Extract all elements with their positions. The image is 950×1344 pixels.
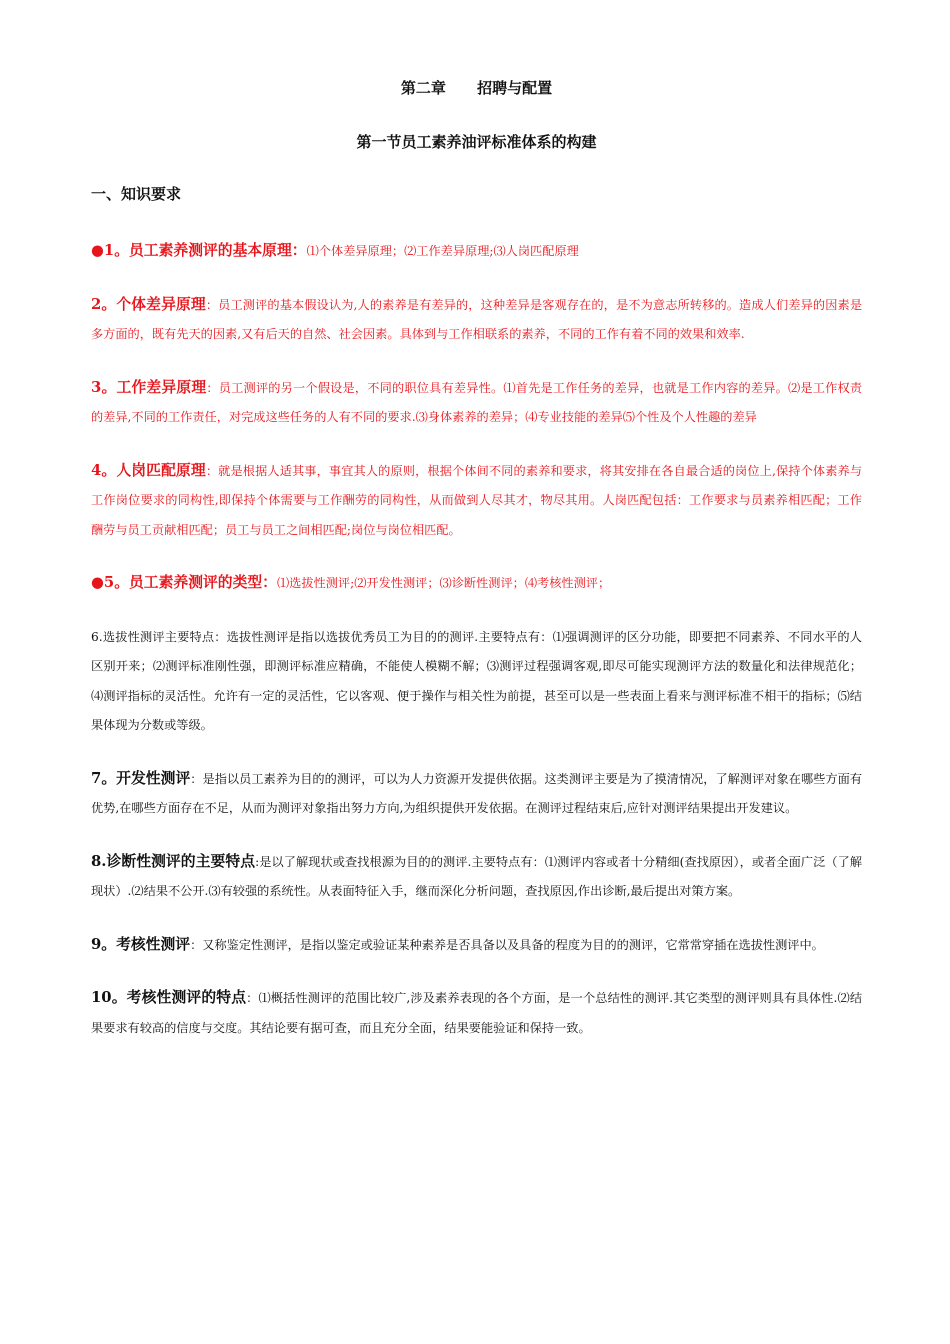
paragraph-10 (91, 983, 862, 1043)
paragraph-4 (91, 456, 862, 546)
paragraph-7 (91, 764, 862, 824)
paragraph-text: ：员工测评的另一个假设是，不同的职位具有差异性。⑴首先是工作任务的差异，也就是工作内容的差异。⑵是工作权责的差异,不同的工作责任，对完成这些任务的人有不同的要求.⑶身体素养的差异；⑷专业技能的差异⑸个性及个人性趣的差异 (91, 380, 863, 424)
paragraph-text: ：是指以员工素养为目的的测评，可以为人力资源开发提供依据。这类测评主要是为了摸清情况，了解测评对象在哪些方面有优势,在哪些方面存在不足，从而为测评对象指出努力方向,为组织提供开发依据。在测评过程结束后,应针对测评结果提出开发建议。 (91, 771, 863, 815)
paragraph-term: 2。个体差异原理 (91, 295, 206, 313)
section-title: 第一节员工素养油评标准体系的构建 (356, 133, 597, 151)
paragraph-2 (91, 290, 862, 350)
paragraph-text: :是以了解现状或查找根源为目的的测评.主要特点有：⑴测评内容或者十分精细(查找原因），或者全面广泛（了解现状）.⑵结果不公开.⑶有较强的系统性。从表面特征入手，继而深化分析问题，查找原因,作出诊断,最后提出对策方案。 (91, 854, 863, 898)
paragraph-5 (91, 568, 862, 599)
paragraph-1 (91, 236, 862, 267)
knowledge-heading: 一、知识要求 (91, 185, 182, 203)
paragraph-text: ：就是根据人适其事，事宜其人的原则，根据个体间不同的素养和要求，将其安排在各自最合适的岗位上,保持个体素养与工作岗位要求的同构性,即保持个体需要与工作酬劳的同构性，从而做到人尽其才，物尽其用。人岗匹配包括：工作要求与员素养相匹配；工作酬劳与员工贡献相匹配；员工与员工之间相匹配;岗位与岗位相匹配。 (91, 463, 863, 537)
paragraph-9 (91, 930, 862, 961)
chapter-title: 第二章 招聘与配置 (400, 79, 553, 97)
paragraph-text: ⑴选拔性测评;⑵开发性测评；⑶诊断性测评；⑷考核性测评； (276, 576, 611, 590)
paragraph-term: 8.诊断性测评的主要特点 (91, 852, 256, 870)
paragraph-text: 6.选拔性测评主要特点：选拔性测评是指以选拔优秀员工为目的的测评.主要特点有：⑴强调测评的区分功能，即要把不同素养、不同水平的人区别开来；⑵测评标准刚性强，即测评标准应精确，不能使人模糊不解；⑶测评过程强调客观,即尽可能实现测评方法的数量化和法律规范化；⑷测评指标的灵活性。允许有一定的灵活性，它以客观、便于操作与相关性为前提，甚至可以是一些表面上看来与测评标准不相干的指标；⑸结果体现为分数或等级。 (91, 629, 862, 732)
paragraph-6 (91, 622, 862, 741)
paragraph-term: ●1。员工素养测评的基本原理： (91, 242, 307, 259)
paragraph-text: ：⑴概括性测评的范围比较广,涉及素养表现的各个方面，是一个总结性的测评.其它类型的测评则具有具体性.⑵结果要求有较高的信度与交度。其结论要有据可查，而且充分全面，结果要能验证和保持一致。 (91, 991, 863, 1035)
paragraph-term: 7。开发性测评 (91, 769, 191, 787)
paragraph-term: 10。考核性测评的特点 (91, 989, 247, 1006)
paragraph-term: 3。工作差异原理 (91, 378, 207, 396)
paragraph-8 (91, 847, 862, 907)
paragraph-term: 4。人岗匹配原理 (91, 461, 206, 479)
paragraph-term: ●5。员工素养测评的类型： (91, 574, 277, 591)
paragraph-text: ：员工测评的基本假设认为,人的素养是有差异的，这种差异是客观存在的，是不为意志所转移的。造成人们差异的因素是多方面的，既有先天的因素,又有后天的自然、社会因素。具体到与工作相联系的素养，不同的工作有着不同的效果和效率. (91, 297, 863, 341)
paragraph-text: ：又称鉴定性测评，是指以鉴定或验证某种素养是否具备以及具备的程度为目的的测评，它常常穿插在选拔性测评中。 (190, 937, 824, 952)
paragraph-text: ⑴个体差异原理；⑵工作差异原理;⑶人岗匹配原理 (306, 244, 579, 258)
paragraph-term: 9。考核性测评 (91, 935, 191, 953)
paragraph-3 (91, 373, 862, 433)
